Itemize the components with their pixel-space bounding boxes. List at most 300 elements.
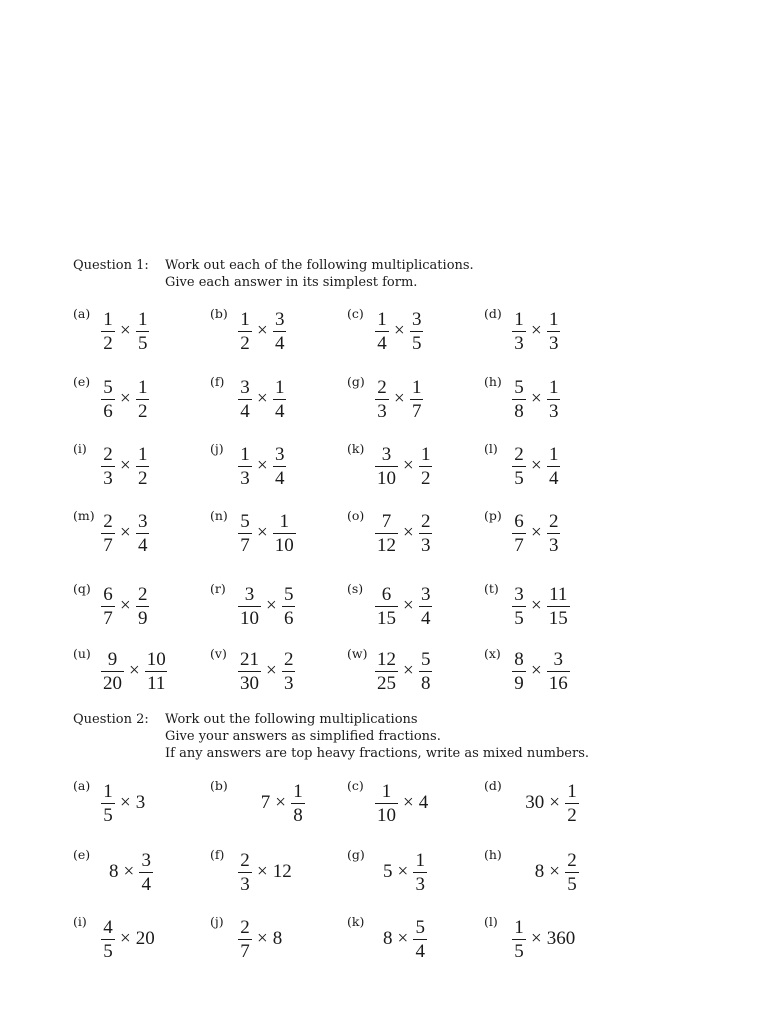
problem-item xyxy=(73,373,208,425)
problem-item xyxy=(347,507,482,559)
multiply-sign: × xyxy=(549,792,560,813)
denominator: 4 xyxy=(377,332,387,354)
multiply-sign: × xyxy=(397,861,409,882)
denominator: 5 xyxy=(103,804,113,826)
problem-expression xyxy=(101,373,150,425)
problem-expression xyxy=(512,373,561,425)
fraction xyxy=(136,444,150,489)
numerator: 1 xyxy=(240,308,250,330)
denominator: 10 xyxy=(377,804,396,826)
denominator: 4 xyxy=(137,534,148,556)
fraction xyxy=(101,377,115,422)
problem-expression xyxy=(101,777,145,829)
problem-label: (g) xyxy=(347,374,365,389)
numerator: 5 xyxy=(283,583,294,605)
question-2-instruction-line: Work out the following multiplications xyxy=(165,712,418,727)
fraction xyxy=(101,511,115,556)
numerator: 3 xyxy=(381,443,392,465)
fraction xyxy=(419,649,433,694)
problem-expression xyxy=(109,846,153,898)
problem-expression xyxy=(101,645,168,697)
problem-item xyxy=(210,305,345,357)
multiply-sign: × xyxy=(120,595,131,616)
fraction xyxy=(145,649,168,694)
denominator: 30 xyxy=(240,672,259,694)
fraction xyxy=(291,781,305,826)
numerator: 3 xyxy=(274,443,285,465)
fraction xyxy=(512,309,526,354)
problem-expression xyxy=(101,305,150,357)
question-2-instruction-line: If any answers are top heavy fractions, write as mixed numbers. xyxy=(165,746,589,761)
denominator: 5 xyxy=(514,467,524,489)
denominator: 7 xyxy=(514,534,524,556)
problem-label: (o) xyxy=(347,508,365,523)
multiply-sign: × xyxy=(403,595,414,616)
whole-number: 5 xyxy=(383,861,393,882)
fraction xyxy=(238,850,252,895)
fraction xyxy=(410,309,424,354)
denominator: 2 xyxy=(567,804,577,826)
problem-label: (w) xyxy=(347,646,368,661)
numerator: 3 xyxy=(240,376,250,398)
problem-label: (i) xyxy=(73,441,87,456)
problem-expression xyxy=(238,580,296,632)
problem-expression xyxy=(375,645,433,697)
problem-item xyxy=(347,580,482,632)
denominator: 4 xyxy=(274,332,285,354)
numerator: 1 xyxy=(103,780,113,802)
denominator: 5 xyxy=(514,940,524,962)
fraction xyxy=(512,917,526,962)
problem-item xyxy=(73,777,208,829)
fraction xyxy=(565,850,579,895)
numerator: 3 xyxy=(244,583,255,605)
fraction xyxy=(238,309,252,354)
numerator: 1 xyxy=(567,780,577,802)
problem-expression xyxy=(525,777,579,829)
problem-item xyxy=(73,507,208,559)
multiply-sign: × xyxy=(549,861,560,882)
numerator: 2 xyxy=(567,849,577,871)
fraction xyxy=(547,377,561,422)
denominator: 4 xyxy=(274,400,285,422)
numerator: 11 xyxy=(549,583,568,605)
problem-label: (c) xyxy=(347,306,364,321)
problem-item xyxy=(347,645,482,697)
multiply-sign: × xyxy=(403,660,414,681)
problem-label: (f) xyxy=(210,847,225,862)
numerator: 2 xyxy=(103,510,113,532)
whole-number: 12 xyxy=(272,861,292,882)
whole-number: 3 xyxy=(135,792,146,813)
fraction xyxy=(413,917,427,962)
denominator: 4 xyxy=(141,873,151,895)
problem-expression xyxy=(101,440,150,492)
problem-expression xyxy=(101,580,150,632)
problem-item xyxy=(210,507,345,559)
numerator: 2 xyxy=(514,443,524,465)
fraction xyxy=(101,309,115,354)
problem-expression xyxy=(383,913,427,965)
fraction xyxy=(136,511,150,556)
question-1-label: Question 1: xyxy=(73,258,149,273)
problem-item xyxy=(347,373,482,425)
fraction xyxy=(238,917,252,962)
problem-expression xyxy=(238,846,292,898)
denominator: 25 xyxy=(377,672,396,694)
question-2-instruction-line: Give your answers as simplified fractions. xyxy=(165,729,441,744)
problem-label: (x) xyxy=(484,646,501,661)
numerator: 1 xyxy=(377,308,387,330)
denominator: 2 xyxy=(240,332,250,354)
denominator: 12 xyxy=(377,534,396,556)
problem-expression xyxy=(375,440,433,492)
numerator: 1 xyxy=(514,916,524,938)
numerator: 1 xyxy=(274,376,285,398)
problem-label: (d) xyxy=(484,778,502,793)
multiply-sign: × xyxy=(120,522,131,543)
fraction xyxy=(375,444,398,489)
multiply-sign: × xyxy=(531,660,542,681)
problem-item xyxy=(484,507,619,559)
numerator: 3 xyxy=(137,510,148,532)
numerator: 1 xyxy=(137,308,148,330)
fraction xyxy=(273,444,287,489)
multiply-sign: × xyxy=(120,455,131,476)
denominator: 3 xyxy=(420,534,431,556)
problem-label: (n) xyxy=(210,508,228,523)
fraction xyxy=(238,444,252,489)
denominator: 3 xyxy=(514,332,524,354)
problem-expression xyxy=(101,507,150,559)
numerator: 6 xyxy=(103,583,113,605)
problem-item xyxy=(484,440,619,492)
numerator: 2 xyxy=(548,510,559,532)
fraction xyxy=(547,649,570,694)
problem-label: (i) xyxy=(73,914,87,929)
problem-expression xyxy=(512,913,575,965)
denominator: 3 xyxy=(283,672,294,694)
fraction xyxy=(512,377,526,422)
problem-item xyxy=(210,645,345,697)
question-2-heading xyxy=(73,711,753,765)
multiply-sign: × xyxy=(266,660,277,681)
numerator: 5 xyxy=(514,376,524,398)
denominator: 3 xyxy=(240,873,250,895)
problem-label: (r) xyxy=(210,581,226,596)
problem-label: (t) xyxy=(484,581,499,596)
denominator: 8 xyxy=(293,804,303,826)
denominator: 7 xyxy=(103,607,113,629)
fraction xyxy=(136,309,150,354)
problem-label: (b) xyxy=(210,778,228,793)
problem-item xyxy=(73,645,208,697)
problem-item xyxy=(484,913,619,965)
fraction xyxy=(512,649,526,694)
fraction xyxy=(238,377,252,422)
numerator: 6 xyxy=(381,583,392,605)
problem-item xyxy=(73,440,208,492)
fraction xyxy=(547,309,561,354)
fraction xyxy=(419,444,433,489)
fraction xyxy=(410,377,424,422)
numerator: 1 xyxy=(279,510,289,532)
problem-item xyxy=(347,846,482,898)
denominator: 6 xyxy=(283,607,294,629)
numerator: 1 xyxy=(420,443,431,465)
fraction xyxy=(375,649,398,694)
problem-item xyxy=(73,580,208,632)
fraction xyxy=(375,781,398,826)
multiply-sign: × xyxy=(275,792,286,813)
fraction xyxy=(273,309,287,354)
problem-item xyxy=(210,580,345,632)
numerator: 1 xyxy=(137,443,148,465)
numerator: 6 xyxy=(514,510,524,532)
problem-expression xyxy=(375,580,433,632)
denominator: 3 xyxy=(548,534,559,556)
question-2-label: Question 2: xyxy=(73,712,149,727)
problem-label: (q) xyxy=(73,581,91,596)
multiply-sign: × xyxy=(257,320,268,341)
problem-label: (p) xyxy=(484,508,502,523)
numerator: 1 xyxy=(415,849,425,871)
whole-number: 4 xyxy=(418,792,429,813)
numerator: 2 xyxy=(240,916,250,938)
problem-label: (l) xyxy=(484,914,498,929)
denominator: 10 xyxy=(240,607,259,629)
problem-label: (c) xyxy=(347,778,364,793)
fraction xyxy=(565,781,579,826)
fraction xyxy=(282,584,296,629)
denominator: 3 xyxy=(415,873,425,895)
numerator: 3 xyxy=(420,583,431,605)
problem-item xyxy=(210,913,345,965)
multiply-sign: × xyxy=(257,522,268,543)
problem-expression xyxy=(512,645,570,697)
problem-item xyxy=(484,846,619,898)
fraction xyxy=(419,584,433,629)
multiply-sign: × xyxy=(403,455,414,476)
numerator: 2 xyxy=(283,648,294,670)
denominator: 2 xyxy=(103,332,113,354)
whole-number: 8 xyxy=(534,861,545,882)
problem-label: (j) xyxy=(210,914,224,929)
problem-item xyxy=(73,913,208,965)
problem-expression xyxy=(238,305,287,357)
fraction xyxy=(282,649,296,694)
multiply-sign: × xyxy=(531,595,542,616)
denominator: 5 xyxy=(567,873,577,895)
problem-expression xyxy=(375,305,424,357)
problem-expression xyxy=(375,507,433,559)
problem-label: (h) xyxy=(484,847,502,862)
multiply-sign: × xyxy=(120,792,131,813)
fraction xyxy=(547,584,570,629)
denominator: 3 xyxy=(377,400,387,422)
problem-item xyxy=(210,440,345,492)
denominator: 4 xyxy=(274,467,285,489)
question-1-instructions xyxy=(165,257,474,291)
problem-label: (a) xyxy=(73,778,91,793)
numerator: 1 xyxy=(548,443,559,465)
numerator: 8 xyxy=(514,648,524,670)
problem-expression xyxy=(383,846,427,898)
denominator: 8 xyxy=(420,672,431,694)
problem-expression xyxy=(512,305,561,357)
numerator: 12 xyxy=(377,648,396,670)
multiply-sign: × xyxy=(394,388,405,409)
denominator: 3 xyxy=(548,400,559,422)
multiply-sign: × xyxy=(531,455,542,476)
problem-label: (a) xyxy=(73,306,91,321)
denominator: 7 xyxy=(411,400,422,422)
problem-expression xyxy=(238,373,287,425)
problem-item xyxy=(484,305,619,357)
whole-number: 7 xyxy=(260,792,271,813)
denominator: 3 xyxy=(240,467,250,489)
problem-label: (k) xyxy=(347,441,365,456)
problem-item xyxy=(210,846,345,898)
fraction xyxy=(547,511,561,556)
question-1-heading xyxy=(73,257,753,293)
denominator: 4 xyxy=(420,607,431,629)
multiply-sign: × xyxy=(257,861,268,882)
numerator: 3 xyxy=(274,308,285,330)
numerator: 5 xyxy=(415,916,425,938)
problem-expression xyxy=(535,846,579,898)
fraction xyxy=(512,511,526,556)
problem-expression xyxy=(261,777,305,829)
multiply-sign: × xyxy=(257,455,268,476)
numerator: 1 xyxy=(548,308,559,330)
fraction xyxy=(101,917,115,962)
multiply-sign: × xyxy=(123,861,135,882)
problem-label: (u) xyxy=(73,646,91,661)
fraction xyxy=(375,584,398,629)
denominator: 8 xyxy=(514,400,524,422)
problem-item xyxy=(347,913,482,965)
numerator: 9 xyxy=(107,648,118,670)
denominator: 4 xyxy=(548,467,559,489)
problem-item xyxy=(484,580,619,632)
denominator: 9 xyxy=(514,672,524,694)
numerator: 10 xyxy=(146,648,166,670)
denominator: 15 xyxy=(377,607,396,629)
problem-expression xyxy=(512,580,570,632)
denominator: 10 xyxy=(377,467,396,489)
denominator: 10 xyxy=(274,534,294,556)
whole-number: 8 xyxy=(272,928,283,949)
numerator: 5 xyxy=(240,510,250,532)
numerator: 2 xyxy=(103,443,113,465)
problem-item xyxy=(73,846,208,898)
fraction xyxy=(419,511,433,556)
denominator: 3 xyxy=(103,467,113,489)
multiply-sign: × xyxy=(394,320,405,341)
problem-label: (k) xyxy=(347,914,365,929)
problem-expression xyxy=(238,440,287,492)
fraction xyxy=(273,377,287,422)
problem-label: (b) xyxy=(210,306,228,321)
whole-number: 20 xyxy=(135,928,155,949)
whole-number: 8 xyxy=(109,861,119,882)
fraction xyxy=(413,850,427,895)
denominator: 3 xyxy=(548,332,559,354)
denominator: 4 xyxy=(240,400,250,422)
fraction xyxy=(375,377,389,422)
fraction xyxy=(375,309,389,354)
multiply-sign: × xyxy=(120,928,131,949)
denominator: 20 xyxy=(103,672,122,694)
problem-item xyxy=(210,777,345,829)
denominator: 5 xyxy=(411,332,422,354)
fraction xyxy=(238,584,261,629)
numerator: 1 xyxy=(514,308,524,330)
fraction xyxy=(136,377,150,422)
problem-item xyxy=(210,373,345,425)
denominator: 2 xyxy=(420,467,431,489)
multiply-sign: × xyxy=(266,595,277,616)
problem-label: (m) xyxy=(73,508,95,523)
problem-expression xyxy=(101,913,155,965)
question-1-instruction-line: Work out each of the following multiplications. xyxy=(165,258,474,273)
denominator: 16 xyxy=(548,672,568,694)
problem-item xyxy=(484,645,619,697)
numerator: 3 xyxy=(553,648,563,670)
denominator: 5 xyxy=(137,332,148,354)
numerator: 2 xyxy=(240,849,250,871)
numerator: 5 xyxy=(420,648,431,670)
numerator: 1 xyxy=(293,780,303,802)
problem-label: (d) xyxy=(484,306,502,321)
multiply-sign: × xyxy=(531,522,542,543)
multiply-sign: × xyxy=(257,388,268,409)
numerator: 1 xyxy=(103,308,113,330)
problem-label: (j) xyxy=(210,441,224,456)
problem-item xyxy=(484,373,619,425)
fraction xyxy=(512,444,526,489)
multiply-sign: × xyxy=(531,388,542,409)
problem-label: (f) xyxy=(210,374,225,389)
fraction xyxy=(238,511,252,556)
multiply-sign: × xyxy=(120,320,131,341)
problem-expression xyxy=(375,373,424,425)
fraction xyxy=(101,584,115,629)
problem-item xyxy=(347,305,482,357)
problem-item xyxy=(73,305,208,357)
numerator: 4 xyxy=(103,916,113,938)
multiply-sign: × xyxy=(257,928,268,949)
denominator: 7 xyxy=(103,534,113,556)
problem-label: (h) xyxy=(484,374,502,389)
multiply-sign: × xyxy=(531,928,542,949)
numerator: 3 xyxy=(411,308,422,330)
problem-item xyxy=(347,777,482,829)
multiply-sign: × xyxy=(129,660,140,681)
problem-expression xyxy=(375,777,428,829)
denominator: 9 xyxy=(137,607,148,629)
problem-expression xyxy=(512,440,561,492)
numerator: 1 xyxy=(240,443,250,465)
fraction xyxy=(547,444,561,489)
multiply-sign: × xyxy=(397,928,409,949)
denominator: 5 xyxy=(514,607,524,629)
denominator: 6 xyxy=(103,400,113,422)
problem-expression xyxy=(238,913,282,965)
whole-number: 8 xyxy=(383,928,393,949)
numerator: 3 xyxy=(514,583,524,605)
